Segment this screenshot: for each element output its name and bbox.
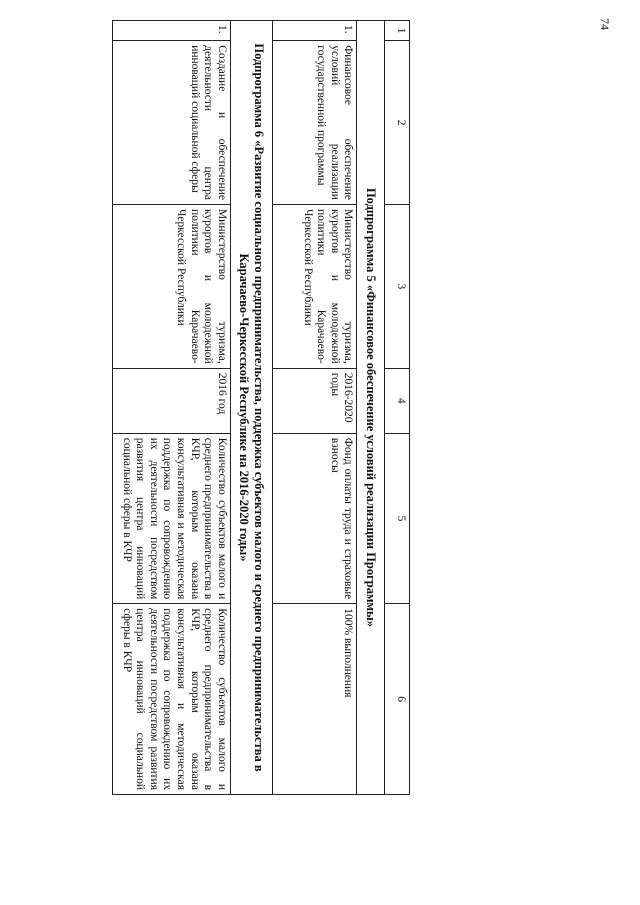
indicator-cell: Количество субъектов малого и среднего предпринимательства в КЧР, которым оказана консультативная и методическая поддержка по сопровождению их деятельности посредством развития центра инноваций социальной сферы в КЧР (112, 433, 230, 604)
row-number: 1. (112, 21, 230, 41)
header-cell-1: 1 (385, 21, 410, 41)
page-number: 74 (598, 18, 612, 30)
header-cell-4: 4 (385, 368, 410, 433)
result-cell: 100% выполнения (273, 604, 357, 795)
header-row (385, 21, 410, 795)
section-title-row (230, 21, 273, 795)
header-cell-5: 5 (385, 433, 410, 604)
header-cell-6: 6 (385, 604, 410, 795)
period-cell: 2016 год (112, 368, 230, 433)
section-title: Подпрограмма 5 «Финансовое обеспечение условий реализации Программы» (357, 21, 385, 795)
row-number: 1. (273, 21, 357, 41)
section-title-row (357, 21, 385, 795)
indicator-cell: Фонд оплаты труда и страховые взносы (273, 433, 357, 604)
result-cell: Количество субъектов малого и среднего предпринимательства в КЧР, которым оказана консультативная и методическая поддержка по сопровождению их деятельности посредством развития центра инноваций социальной сферы в КЧР (112, 604, 230, 795)
rotated-content (40, 20, 410, 795)
measure-cell: Создание и обеспечение деятельности центра инноваций социальной сферы (112, 41, 230, 205)
table-row (112, 21, 230, 795)
executor-cell: Министерство туризма, курортов и молодежной политики Карачаево-Черкесской Республики (273, 204, 357, 368)
header-cell-3: 3 (385, 204, 410, 368)
measure-cell: Финансовое обеспечение условий реализации государственной программы (273, 41, 357, 205)
rotated-sheet (40, 20, 620, 795)
section-title: Подпрограмма 6 «Развитие социального предпринимательства, поддержка субъектов малого и среднего предпринимательства в Карачаево-Черкесской Республике на 2016-2020 годы» (230, 21, 273, 795)
program-table (112, 20, 410, 795)
header-cell-2: 2 (385, 41, 410, 205)
executor-cell: Министерство туризма, курортов и молодежной политики Карачаево-Черкесской Республики (112, 204, 230, 368)
period-cell: 2016-2020 годы (273, 368, 357, 433)
table-row (273, 21, 357, 795)
